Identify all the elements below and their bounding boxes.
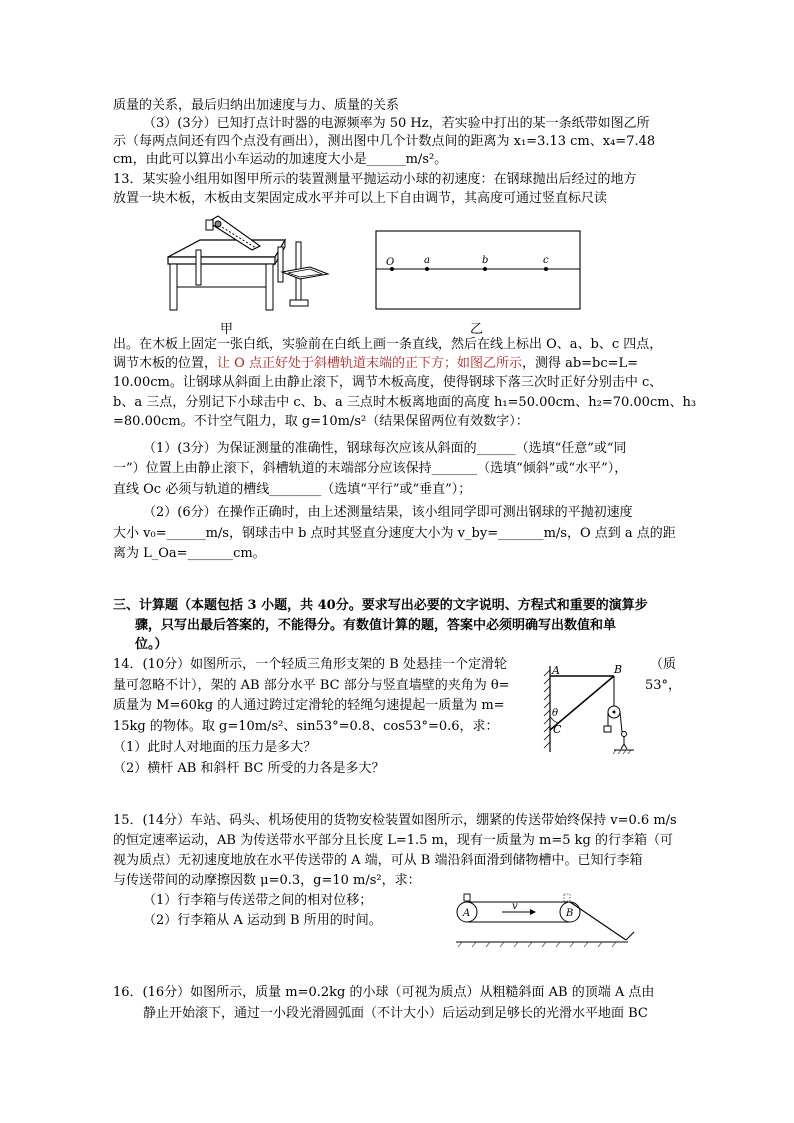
conveyor-belt-figure [452, 890, 642, 950]
point-a-label: a [424, 255, 430, 266]
label-theta: θ [552, 708, 559, 719]
text-line: =80.00cm。不计空气阻力，取 g=10m/s²（结果保留两位有效数字）： [113, 414, 529, 429]
text-line: （1）(3分）为保证测量的准确性，钢球每次应该从斜面的______（选填“任意”或“同 [143, 441, 627, 456]
paper-figure-yi [374, 229, 584, 311]
text-line: b、a 三点，分别记下小球击中 c、b、a 三点时木板离地面的高度 h₁=50.00cm、h₂=70.00cm、h₃ [113, 395, 697, 410]
bracket-pulley-figure [538, 660, 638, 760]
section-heading: 三、计算题（本题包括 3 小题，共 40分。要求写出必要的文字说明、方程式和重要的演算步 [113, 598, 648, 613]
question-14-text: 14．(10分）如图所示，一个轻质三角形支架的 B 处悬挂一个定滑轮 [113, 657, 507, 672]
figure-caption-yi: 乙 [470, 322, 484, 337]
section-heading: 位。） [135, 637, 168, 652]
label-b: B [614, 663, 623, 676]
text-line: 15kg 的物体。取 g=10m/s²、sin53°=0.8、cos53°=0.6，求： [113, 719, 499, 734]
text-line: 10.00cm。让钢球从斜面上由静止滚下，调节木板高度，使得钢球下落三次时正好分别击中 c、 [113, 375, 663, 390]
apparatus-figure-jia [160, 212, 335, 317]
section-heading: 骤，只写出最后答案的，不能得分。有数值计算的题，答案中必须明确写出数值和单 [135, 618, 617, 633]
text-line: 静止开始滚下，通过一小段光滑圆弧面（不计大小）后运动到足够长的光滑水平地面 BC [143, 1006, 648, 1021]
text-line: （2）横杆 AB 和斜杆 BC 所受的力各是多大？ [113, 761, 385, 776]
text-line: 离为 L_Oa=_______cm。 [113, 546, 266, 561]
text-line: （2）行李箱从 A 运动到 B 所用的时间。 [143, 913, 382, 928]
label-c: C [553, 723, 562, 736]
text-line: 53°， [645, 678, 682, 693]
point-o-label: O [386, 257, 395, 268]
belt-label-a: A [463, 908, 471, 919]
text-line: 视为质点）无初速度地放在水平传送带的 A 端，可从 B 端沿斜面滑到储物槽中。已知行李箱 [113, 853, 643, 868]
highlighted-text: 让 O 点正好处于斜槽轨道末端的正下方；如图乙所示 [217, 356, 522, 371]
text-line: 与传送带间的动摩擦因数 μ=0.3，g=10 m/s²，求： [113, 873, 421, 888]
text-line: （1）此时人对地面的压力是多大？ [113, 740, 317, 755]
text-line [113, 356, 638, 372]
text-line: （2）(6分）在操作正确时，由上述测量结果，该小组同学即可测出钢球的平抛初速度 [143, 505, 633, 520]
text-span: 调节木板的位置， [113, 356, 218, 371]
text-line: （3）(3分）已知打点计时器的电源频率为 50 Hz，若实验中打出的某一条纸带如图乙所 [143, 116, 650, 131]
text-span: ，测得 ab=bc=L= [521, 356, 639, 371]
text-line: 放置一块木板，木板由支架固定成水平并可以上下自由调节，其高度可通过竖直标尺读 [113, 191, 608, 206]
question-15-text: 15．(14分）车站、码头、机场使用的货物安检装置如图所示，绷紧的传送带始终保持 v=0.6 m/s [113, 813, 677, 828]
text-line: 出。在木板上固定一张白纸，实验前在白纸上画一条直线，然后在线上标出 O、a、b、c 四点， [113, 337, 663, 352]
text-line: 直线 Oc 必须与轨道的槽线________（选填“平行”或“垂直”）； [113, 482, 472, 497]
point-c-label: c [543, 255, 549, 266]
question-13-text: 13．某实验小组用如图甲所示的装置测量平抛运动小球的初速度：在钢球抛出后经过的地方 [113, 172, 637, 187]
text-line: 量可忽略不计），架的 AB 部分水平 BC 部分与竖直墙壁的夹角为 θ= [113, 678, 510, 693]
text-line: （质 [650, 657, 677, 672]
text-line: 大小 v₀=______m/s，钢球击中 b 点时其竖直分速度大小为 v_by=_______m/s，O 点到 a 点的距 [113, 526, 676, 541]
text-line: 质量为 M=60kg 的人通过跨过定滑轮的轻绳匀速提起一质量为 m= [113, 698, 505, 713]
text-line: 的恒定速率运动，AB 为传送带水平部分且长度 L=1.5 m，现有一质量为 m=5 kg 的行李箱（可 [113, 833, 673, 848]
figure-caption-jia: 甲 [220, 322, 234, 337]
belt-label-b: B [566, 908, 574, 919]
text-line: （1）行李箱与传送带之间的相对位移； [143, 893, 373, 908]
point-b-label: b [482, 255, 489, 266]
belt-label-v: v [512, 901, 518, 912]
text-line: cm，由此可以算出小车运动的加速度大小是______m/s²。 [113, 152, 448, 167]
label-a: A [552, 664, 560, 677]
text-line: 质量的关系，最后归纳出加速度与力、质量的关系 [113, 98, 400, 113]
text-line: 一”）位置上由静止滚下，斜槽轨道的末端部分应该保持_______（选填“倾斜”或“水平”）， [113, 461, 628, 476]
question-16-text: 16．(16分）如图所示，质量 m=0.2kg 的小球（可视为质点）从粗糙斜面 AB 的顶端 A 点由 [113, 985, 655, 1000]
text-line: 示（每两点间还有四个点没有画出），测出图中几个计数点间的距离为 x₁=3.13 cm、x₄=7.48 [113, 134, 656, 149]
